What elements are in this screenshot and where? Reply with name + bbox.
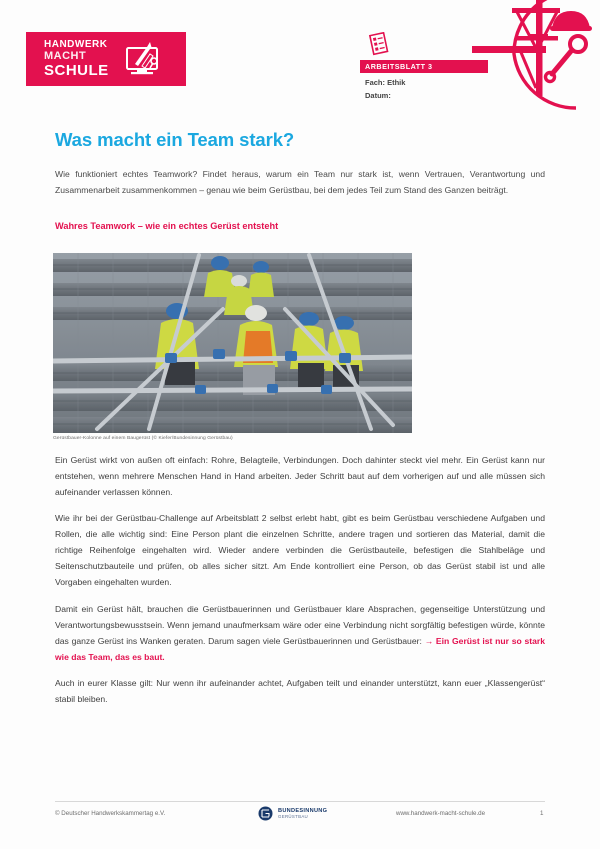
worksheet-badge: ARBEITSBLATT 3	[360, 60, 488, 73]
footer-divider	[55, 801, 545, 802]
scaffolding-photo	[53, 253, 412, 433]
page-title: Was macht ein Team stark?	[55, 129, 295, 150]
page-footer	[0, 801, 600, 831]
bundesinnung-logo	[258, 806, 327, 821]
page-content	[0, 115, 600, 708]
checklist-document-icon	[366, 32, 392, 58]
brand-logo-line2: MACHT	[44, 50, 87, 62]
body-paragraph-1: Ein Gerüst wirkt von außen oft einfach: Rohre, Belagteile, Verbindungen. Doch dahinter steckt viel mehr. Ein Gerüst kann nur entstehen, wenn mehrere Menschen Hand in Hand arbeiten. Jeder Schritt baut auf dem vorherigen auf und alle müssen sich aufeinander verlassen können.	[55, 454, 545, 497]
key-statement-highlight: → Ein Gerüst ist nur so stark wie das Team, das es baut.	[55, 635, 545, 662]
bundesinnung-logo-line1: BUNDESINNUNG	[278, 807, 328, 814]
footer-url[interactable]: www.handwerk-macht-schule.de	[396, 810, 486, 817]
intro-paragraph: Wie funktioniert echtes Teamwork? Findet heraus, warum ein Team nur stark ist, wenn Vertrauen, Verantwortung und Zusammenarbeit zusammenkommen – genau wie beim Gerüstbau, bei dem jedes Teil zum Stand des Ganzen beiträgt.	[55, 169, 545, 195]
bundesinnung-logo-line2: GERÜSTBAU	[278, 814, 309, 820]
footer-page-number: 1	[540, 810, 544, 817]
body-paragraph-3	[55, 602, 545, 666]
brand-logo	[26, 32, 186, 86]
bundesinnung-circle-icon	[258, 806, 273, 821]
scaffold-helmet-wrench-icon	[472, 0, 600, 110]
brand-logo-line3: SCHULE	[44, 62, 109, 79]
brand-logo-words	[44, 40, 109, 78]
closing-paragraph: Auch in eurer Klasse gilt: Nur wenn ihr aufeinander achtet, Aufgaben teilt und einander unterstützt, kann euer „Klassengerüst“ stabil bleiben.	[55, 678, 545, 705]
bundesinnung-logo-text	[278, 808, 327, 819]
section-subheading: Wahres Teamwork – wie ein echtes Gerüst entsteht	[55, 220, 279, 231]
scaffolding-photo-image	[53, 253, 412, 433]
footer-copyright: © Deutscher Handwerkskammertag e.V.	[55, 810, 166, 817]
subject-line: Fach: Ethik	[365, 78, 406, 87]
body-paragraph-3-text: Damit ein Gerüst hält, brauchen die Gerüstbauerinnen und Gerüstbauer klare Absprachen, gegenseitige Unterstützung und Verantwortungsbewusstsein. Wenn jemand unaufmerksam wäre oder eine Verbindung nicht sorgfältig befestigen würde, könnte das ganze Gerüst ins Wanken geraten. Darum sagen viele Gerüstbauerinnen und Gerüstbauer:	[55, 603, 545, 646]
date-line: Datum:	[365, 91, 391, 100]
brand-logo-line1: HANDWERK	[44, 39, 108, 50]
body-paragraph-2: Wie ihr bei der Gerüstbau-Challenge auf Arbeitsblatt 2 selbst erlebt habt, gibt es beim Gerüstbau verschiedene Aufgaben und Rollen, die alle wichtig sind: Eine Person plant die einzelnen Schritte, andere tragen und sortieren das Material, damit die richtige Reihenfolge eingehalten wird. Wieder andere verbinden die Gerüstbauteile, befestigen die Stahlbeläge und Seitenschutzbauteile und prüfen, ob alles sicher sitzt. Am Ende kontrolliert eine Person, ob das Gerüst stabil ist und alle Vorgaben eingehalten wurden.	[55, 513, 545, 588]
page-header	[0, 0, 600, 115]
tools-monitor-icon	[119, 38, 165, 80]
photo-caption: Gerüstbauer-Kolonne auf einem Baugerüst (© Kiefer/Bundesinnung Gerüstbau)	[53, 435, 233, 441]
